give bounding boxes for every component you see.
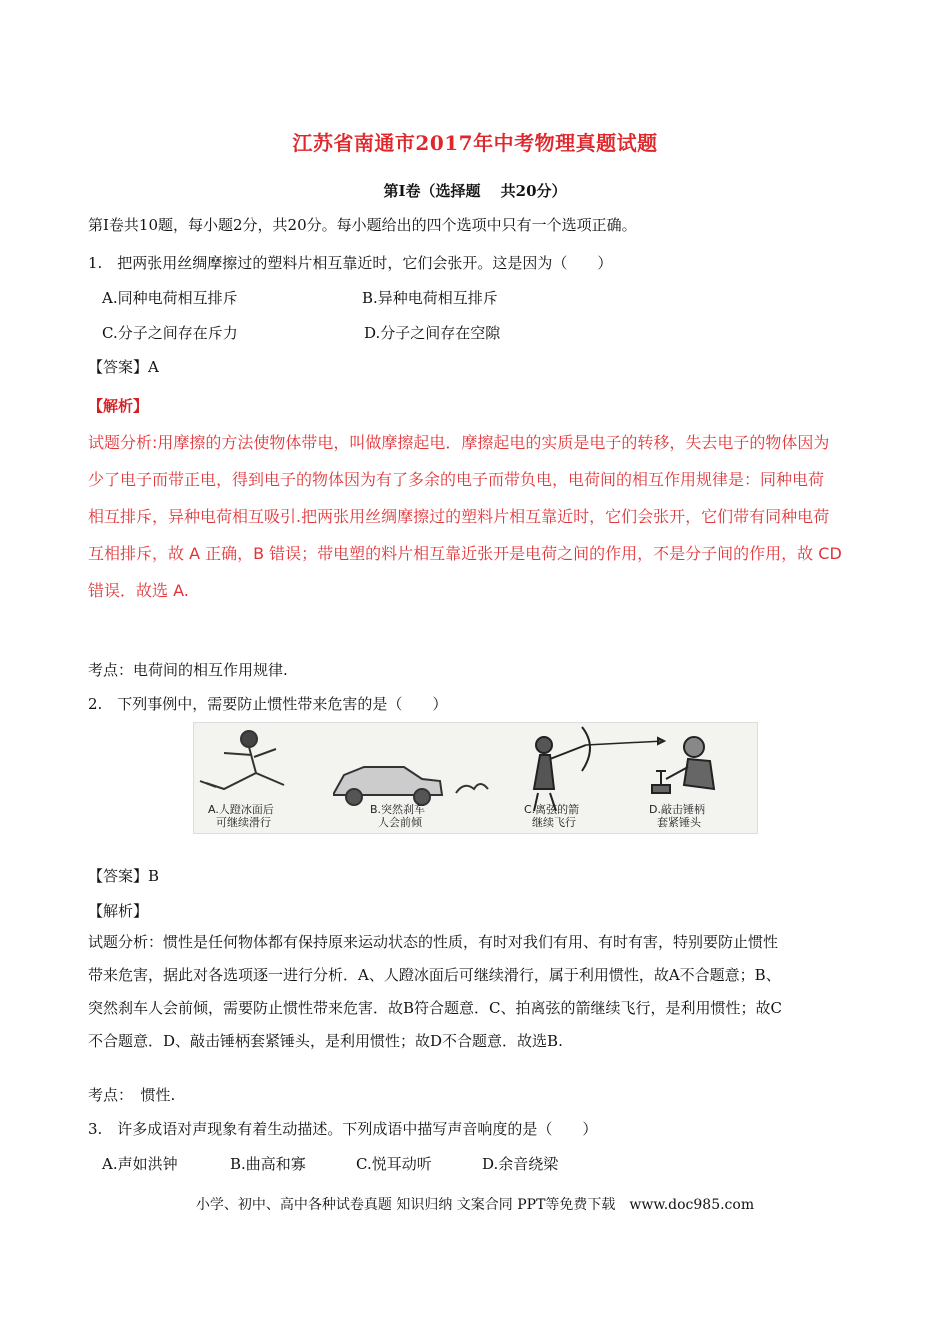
q2-analysis-line: 带来危害，据此对各选项逐一进行分析．A、人蹬冰面后可继续滑行，属于利用惯性，故A不合题意；B、 xyxy=(88,966,781,984)
page-title: 江苏省南通市2017年中考物理真题试题 xyxy=(292,131,658,155)
q2-kaodian: 考点： 惯性. xyxy=(88,1086,176,1104)
q2-stem: 2. 下列事例中，需要防止惯性带来危害的是（ ） xyxy=(88,695,448,713)
q2-analysis-line: 不合题意．D、敲击锤柄套紧锤头，是利用惯性；故D不合题意．故选B. xyxy=(88,1032,563,1050)
q1-analysis-heading: 【解析】 xyxy=(88,397,149,415)
q3-option-a: A.声如洪钟 xyxy=(102,1155,178,1173)
section-title: 第Ⅰ卷（选择题 共20分） xyxy=(383,182,567,200)
q1-analysis-line: 互相排斥，故 A 正确，B 错误；带电塑的料片相互靠近张开是电荷之间的作用，不是分子间的作用，故 CD xyxy=(88,544,842,563)
q1-analysis-line: 少了电子而带正电，得到电子的物体因为有了多余的电子而带负电，电荷间的相互作用规律是：同种电荷 xyxy=(88,470,825,489)
q1-option-a: A.同种电荷相互排斥 xyxy=(102,289,238,307)
q1-analysis-line: 试题分析:用摩擦的方法使物体带电，叫做摩擦起电．摩擦起电的实质是电子的转移，失去电子的物体因为 xyxy=(88,433,830,452)
q1-stem: 1. 把两张用丝绸摩擦过的塑料片相互靠近时，它们会张开。这是因为（ ） xyxy=(88,254,613,272)
q1-analysis-line: 相互排斥，异种电荷相互吸引.把两张用丝绸摩擦过的塑料片相互靠近时，它们会张开，它们带有同种电荷 xyxy=(88,507,830,526)
q2-figure-caption-d: D.敲击锤柄 套紧锤头 xyxy=(649,803,705,829)
q2-figure-caption-a: A.人蹬冰面后 可继续滑行 xyxy=(208,803,274,829)
q2-analysis-heading: 【解析】 xyxy=(88,902,149,920)
instructions: 第Ⅰ卷共10题，每小题2分，共20分。每小题给出的四个选项中只有一个选项正确。 xyxy=(88,216,637,234)
q1-analysis-line: 错误．故选 A. xyxy=(88,581,189,600)
q3-option-b: B.曲高和寡 xyxy=(230,1155,306,1173)
q2-analysis-line: 突然刹车人会前倾，需要防止惯性带来危害．故B符合题意．C、拍离弦的箭继续飞行，是利用惯性；故C xyxy=(88,999,782,1017)
q2-analysis-line: 试题分析：惯性是任何物体都有保持原来运动状态的性质，有时对我们有用、有时有害，特别要防止惯性 xyxy=(88,933,779,951)
q1-analysis xyxy=(88,424,878,609)
q1-kaodian: 考点：电荷间的相互作用规律. xyxy=(88,661,288,679)
q3-option-d: D.余音绕梁 xyxy=(482,1155,559,1173)
q1-answer: 【答案】A xyxy=(88,358,159,376)
q2-answer: 【答案】B xyxy=(88,867,160,885)
page-footer: 小学、初中、高中各种试卷真题 知识归纳 文案合同 PPT等免费下载 www.doc985.com xyxy=(195,1197,755,1213)
q2-figure-caption-b: B.突然刹车 人会前倾 xyxy=(370,803,426,829)
q3-option-c: C.悦耳动听 xyxy=(356,1155,432,1173)
q1-option-b: B.异种电荷相互排斥 xyxy=(362,289,498,307)
q3-stem: 3. 许多成语对声现象有着生动描述。下列成语中描写声音响度的是（ ） xyxy=(88,1120,598,1138)
q2-figure xyxy=(193,722,758,834)
q1-option-c: C.分子之间存在斥力 xyxy=(102,324,238,342)
q2-analysis xyxy=(88,926,878,1058)
q2-figure-caption-c: C.离弦的箭 继续飞行 xyxy=(524,803,580,829)
q1-option-d: D.分子之间存在空隙 xyxy=(364,324,501,342)
